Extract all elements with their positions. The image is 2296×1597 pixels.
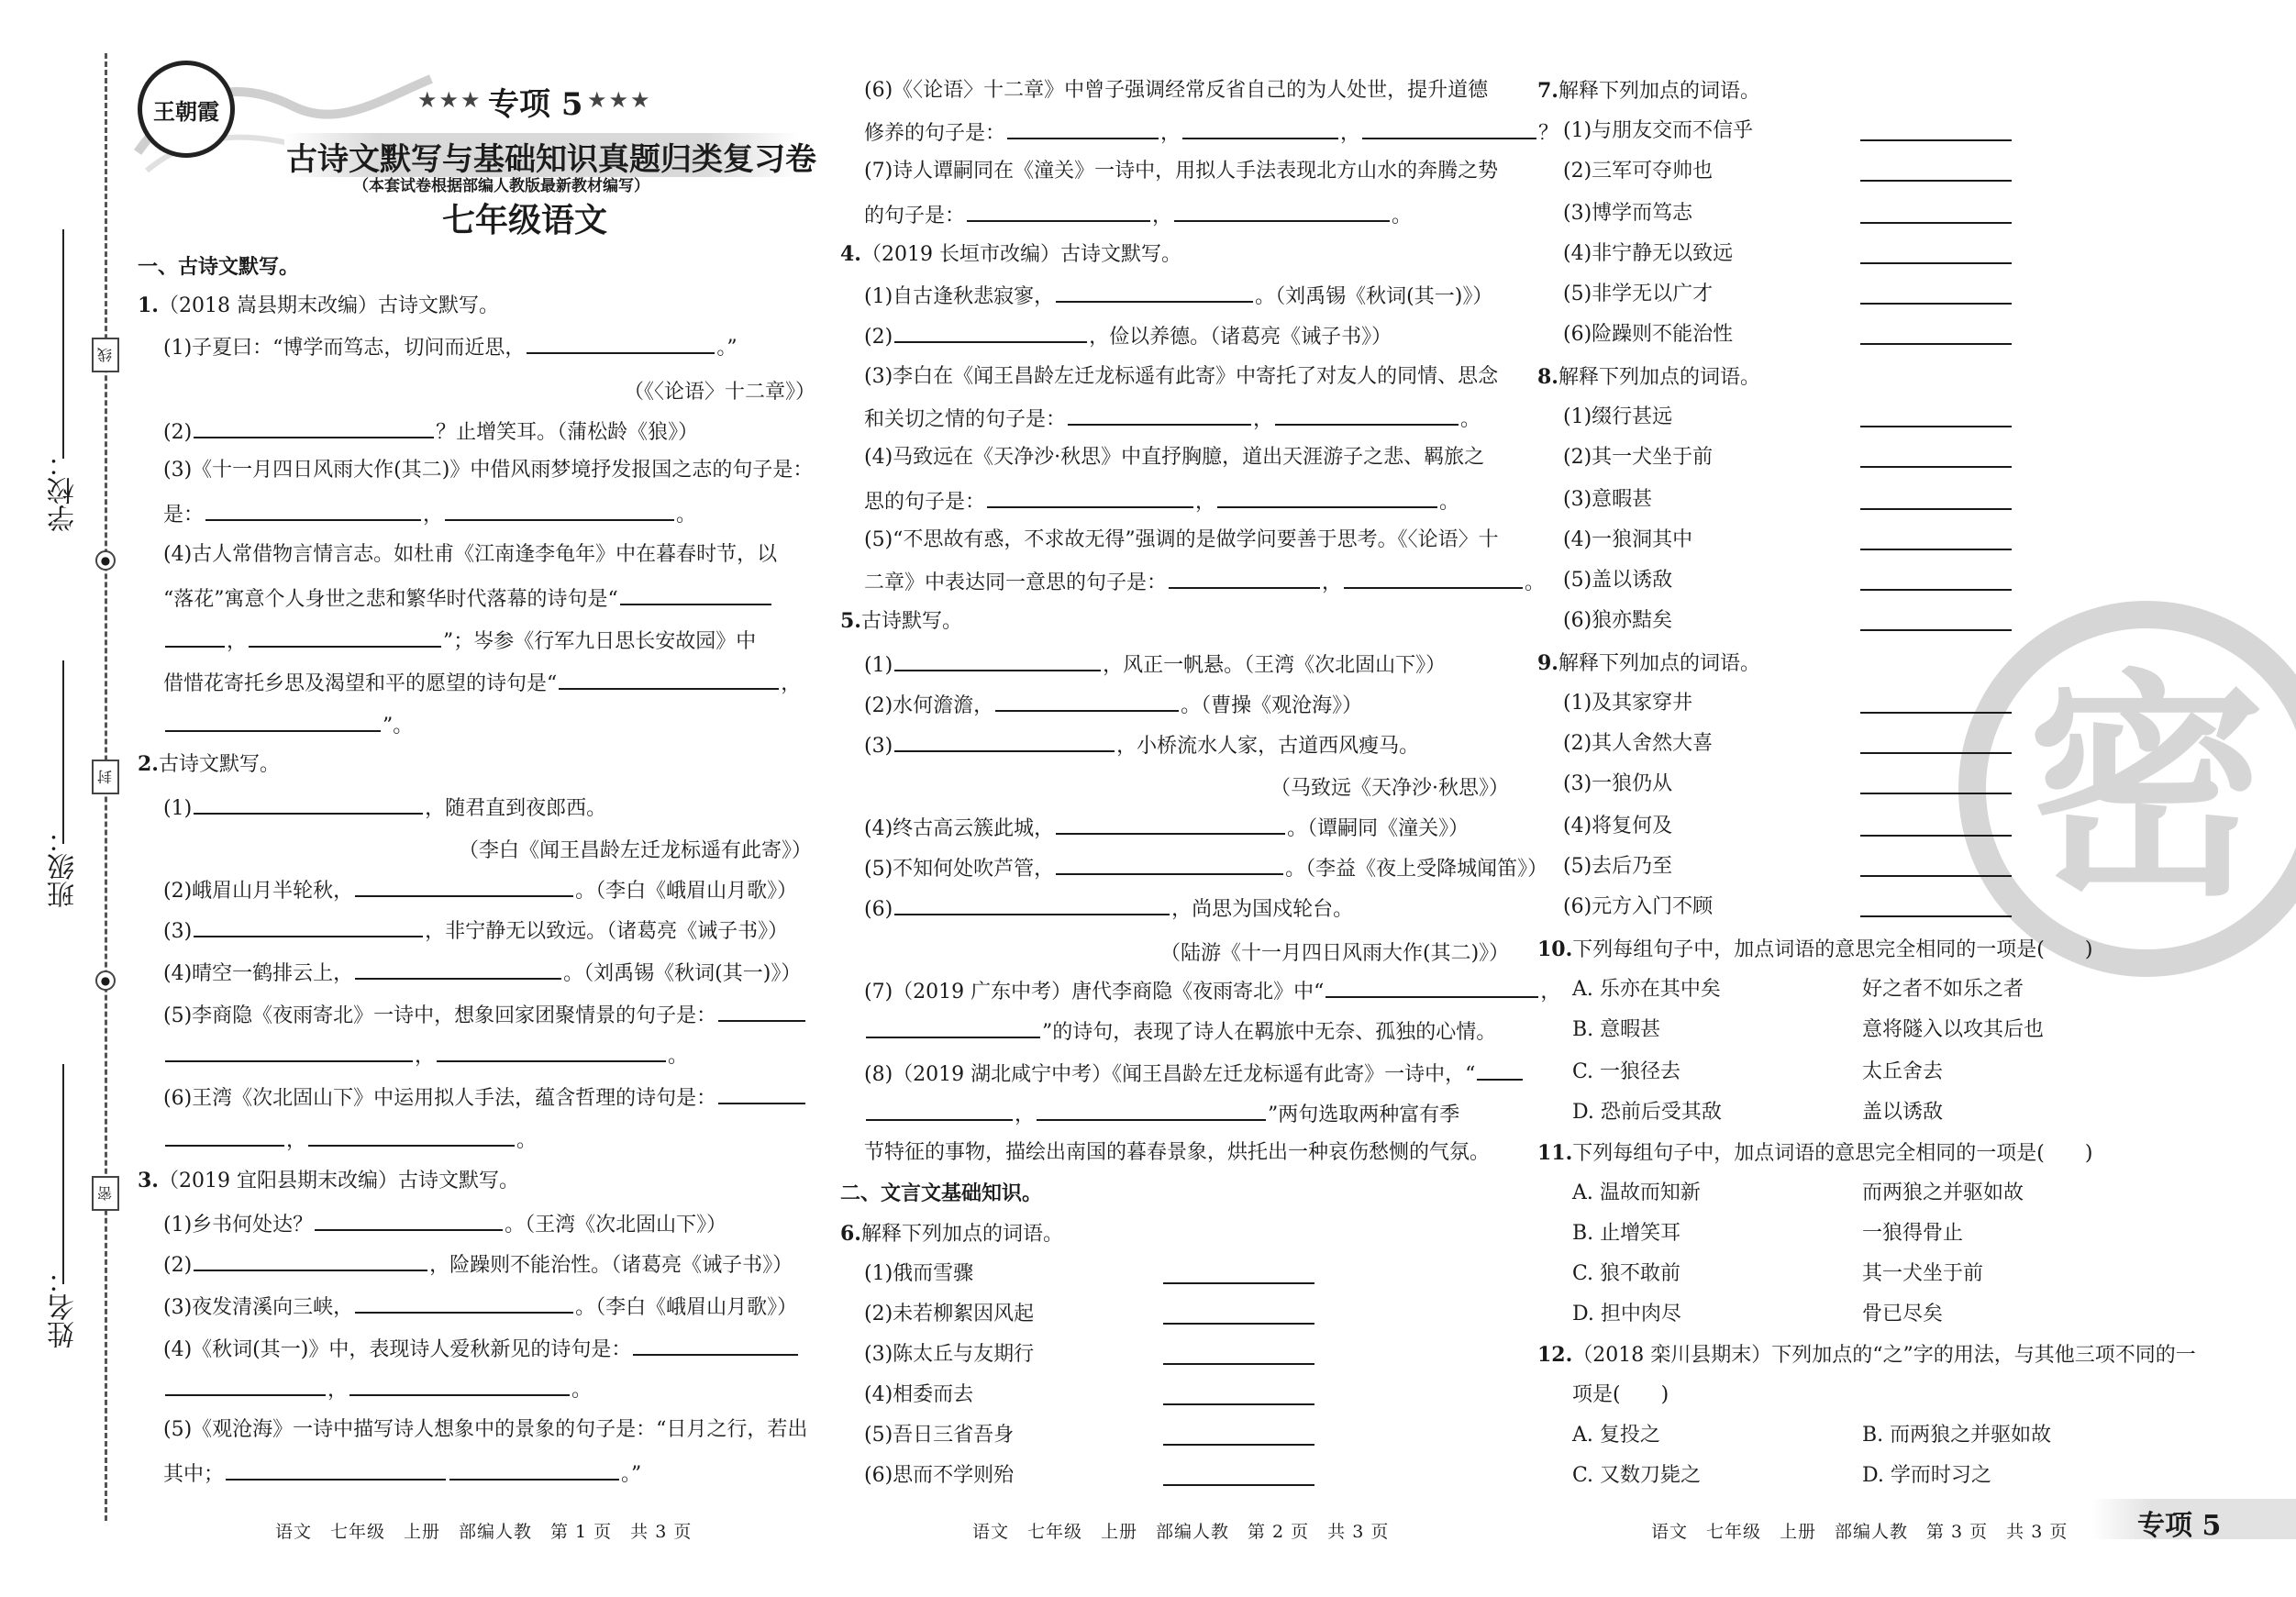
answer-blank[interactable] — [165, 627, 225, 648]
q1-line4c: ， ”；岑参《行军九日思长安故园》中 — [163, 627, 756, 654]
grade-title: 七年级语文 — [442, 201, 608, 239]
answer-blank[interactable] — [1056, 855, 1283, 875]
answer-line[interactable] — [1860, 752, 2012, 754]
answer-blank[interactable] — [308, 1126, 515, 1147]
school-fill-line[interactable] — [62, 229, 64, 459]
answer-blank[interactable] — [205, 501, 421, 521]
q4-line5b: 二章》中表达同一意思的句子是： ， 。 — [864, 569, 1545, 595]
q3-line1: (1)乡书何处达？ 。（王湾《次北固山下》） — [163, 1211, 727, 1237]
q8-item: (3)意暇甚 — [1563, 488, 1653, 511]
q10-option-d[interactable]: D. 恐前后受其敌 — [1572, 1101, 1722, 1124]
q5-line8d: 节特征的事物，描绘出南国的暮春景象，烘托出一种哀伤愁恻的气氛。 — [864, 1141, 1491, 1164]
q4-line2: (2) ，俭以养德。（诸葛亮《诫子书》） — [864, 323, 1392, 349]
school-label: 学校： — [48, 449, 80, 532]
answer-blank[interactable] — [987, 488, 1193, 508]
name-label: 姓名： — [48, 1266, 80, 1348]
answer-blank[interactable] — [165, 1376, 326, 1396]
seal-char-xian: 线 — [92, 338, 119, 372]
page-footer-1: 语文 七年级 上册 部编人教 第 1 页 共 3 页 — [275, 1522, 693, 1542]
seal-char-feng: 封 — [92, 760, 119, 794]
q7-item: (2)三军可夺帅也 — [1563, 160, 1714, 183]
answer-line[interactable] — [1163, 1282, 1314, 1284]
question-9: 9.解释下列加点的词语。 — [1537, 651, 1760, 675]
q10-option-b[interactable]: B. 意暇甚 — [1572, 1018, 1661, 1041]
answer-line[interactable] — [1163, 1403, 1314, 1405]
question-5: 5.古诗默写。 — [840, 609, 962, 633]
q3-line3: (3)夜发清溪向三峡， 。（李白《峨眉山月歌》） — [163, 1293, 797, 1320]
answer-blank[interactable] — [449, 1460, 619, 1481]
section-heading: 二、文言文基础知识。 — [840, 1181, 1043, 1205]
answer-blank[interactable] — [194, 1251, 427, 1271]
answer-blank[interactable] — [559, 670, 779, 690]
q7-item: (3)博学而笃志 — [1563, 202, 1693, 225]
q4-line3: (3)李白在《闻王昌龄左迁龙标遥有此寄》中寄托了对友人的同情、思念 — [864, 365, 1499, 388]
answer-blank[interactable] — [165, 712, 381, 732]
q1-line1: (1)子夏曰：“博学而笃志，切问而近思， 。” — [163, 334, 738, 360]
answer-line[interactable] — [1860, 139, 2012, 141]
q8-item: (2)其一犬坐于前 — [1563, 446, 1714, 469]
q12-option-c[interactable]: C. 又数刀毙之 — [1572, 1464, 1702, 1487]
q8-item: (6)狼亦黠矣 — [1563, 609, 1673, 632]
answer-line[interactable] — [1860, 303, 2012, 305]
source-note: （陆游《十一月四日风雨大作(其二)》） — [1160, 942, 1510, 965]
q7-item: (5)非学无以广才 — [1563, 283, 1714, 305]
q3-line4: (4)《秋词(其一)》中，表现诗人爱秋新见的诗句是： — [163, 1336, 800, 1362]
q4-line4: (4)马致远在《天净沙·秋思》中直抒胸臆，道出天涯游子之悲、羁旅之 — [864, 446, 1485, 469]
answer-blank[interactable] — [165, 1126, 284, 1147]
q1-line2: (2) ？止增笑耳。（蒲松龄《狼》） — [163, 418, 698, 445]
answer-blank[interactable] — [1007, 119, 1159, 139]
answer-line[interactable] — [1860, 549, 2012, 550]
q2-line4: (4)晴空一鹤排云上， 。（刘禹锡《秋词(其一)》） — [163, 959, 801, 986]
q3-line5: (5)《观沧海》一诗中描写诗人想象中的景象的句子是：“日月之行，若出 — [163, 1418, 808, 1441]
answer-blank[interactable] — [1169, 569, 1320, 589]
answer-blank[interactable] — [165, 1042, 413, 1062]
q1-line4e: 借惜花寄托乡思及渴望和平的愿望的诗句是“ ， — [163, 670, 801, 696]
q6-item: (3)陈太丘与友期行 — [864, 1343, 1035, 1366]
answer-blank[interactable] — [1275, 405, 1459, 426]
q10-option-d-pair: 盖以诱敌 — [1862, 1101, 1944, 1124]
answer-blank[interactable] — [620, 585, 771, 605]
q9-item: (2)其人舍然大喜 — [1563, 732, 1714, 755]
q2-line1: (1) ，随君直到夜郎西。 — [163, 794, 606, 821]
paper-subtitle: （本套试卷根据部编人教版最新教材编写） — [353, 177, 649, 195]
answer-line[interactable] — [1860, 835, 2012, 837]
q11-option-a[interactable]: A. 温故而知新 — [1572, 1181, 1701, 1204]
answer-blank[interactable] — [249, 627, 441, 648]
answer-blank[interactable] — [1217, 488, 1437, 508]
class-fill-line[interactable] — [62, 660, 64, 844]
answer-blank[interactable] — [194, 794, 423, 815]
source-note: （马致远《天净沙·秋思》） — [1270, 777, 1509, 800]
answer-line[interactable] — [1860, 589, 2012, 591]
q6-item: (5)吾日三省吾身 — [864, 1424, 1015, 1447]
answer-blank[interactable] — [967, 202, 1150, 222]
answer-blank[interactable] — [633, 1336, 798, 1356]
q9-item: (4)将复何及 — [1563, 815, 1673, 837]
question-12-cont: 项是( ) — [1572, 1383, 1669, 1406]
q5-line5: (5)不知何处吹芦管， 。（李益《夜上受降城闻笛》） — [864, 855, 1547, 882]
answer-blank[interactable] — [1174, 202, 1390, 222]
answer-blank[interactable] — [1056, 283, 1253, 303]
q4-line4b: 思的句子是： ， 。 — [864, 488, 1459, 515]
q9-item: (1)及其家穿井 — [1563, 692, 1693, 715]
answer-blank[interactable] — [1068, 405, 1251, 426]
answer-line[interactable] — [1860, 466, 2012, 468]
class-label: 班级： — [48, 826, 80, 908]
q4-line3b: 和关切之情的句子是： ， 。 — [864, 405, 1481, 432]
q7-item: (1)与朋友交而不信乎 — [1563, 119, 1754, 142]
answer-blank[interactable] — [355, 877, 573, 897]
q1-line4b: “落花”寓意个人身世之悲和繁华时代落幕的诗句是“ — [163, 585, 773, 612]
question-7: 7.解释下列加点的词语。 — [1537, 79, 1760, 103]
q5-line2: (2)水何澹澹， 。（曹操《观沧海》） — [864, 692, 1362, 718]
q2-line6: (6)王湾《次北固山下》中运用拟人手法，蕴含哲理的诗句是： — [163, 1084, 807, 1111]
q12-option-a[interactable]: A. 复投之 — [1572, 1424, 1660, 1447]
q1-line4: (4)古人常借物言情言志。如杜甫《江南逢李龟年》中在暮春时节，以 — [163, 543, 778, 566]
answer-blank[interactable] — [1037, 1101, 1266, 1121]
binding-hole-icon: ● — [95, 550, 116, 571]
q3-line6: (6)《〈论语〉十二章》中曾子强调经常反省自己的为人处世，提升道德 — [864, 79, 1489, 102]
answer-line[interactable] — [1860, 343, 2012, 345]
q3-line2: (2) ，险躁则不能治性。（诸葛亮《诫子书》） — [163, 1251, 793, 1278]
q10-option-c-pair: 太丘舍去 — [1862, 1060, 1944, 1083]
q2-line6b: ， 。 — [163, 1126, 537, 1153]
source-note: （李白《闻王昌龄左迁龙标遥有此寄》） — [459, 839, 813, 862]
answer-blank[interactable] — [349, 1376, 570, 1396]
answer-blank[interactable] — [894, 895, 1170, 915]
answer-blank[interactable] — [718, 1002, 805, 1022]
answer-blank[interactable] — [718, 1084, 805, 1104]
secret-seal-watermark-icon — [1954, 596, 2296, 981]
answer-blank[interactable] — [894, 651, 1101, 671]
q6-item: (2)未若柳絮因风起 — [864, 1303, 1035, 1325]
q5-line8: (8)（2019 湖北咸宁中考）《闻王昌龄左迁龙标遥有此寄》一诗中，“ — [864, 1060, 1525, 1087]
answer-line[interactable] — [1860, 222, 2012, 224]
answer-blank[interactable] — [1325, 978, 1538, 998]
answer-blank[interactable] — [1344, 569, 1523, 589]
answer-blank[interactable] — [1362, 119, 1536, 139]
answer-line[interactable] — [1163, 1323, 1314, 1325]
answer-blank[interactable] — [894, 323, 1087, 343]
answer-blank[interactable] — [866, 1101, 1013, 1121]
page-footer-3: 语文 七年级 上册 部编人教 第 3 页 共 3 页 — [1651, 1522, 2069, 1542]
q8-item: (1)缀行甚远 — [1563, 405, 1673, 428]
q8-item: (5)盖以诱敌 — [1563, 569, 1673, 592]
q1-line3-blanks: 是： ， 。 — [163, 501, 696, 527]
q9-item: (3)一狼仍从 — [1563, 772, 1673, 795]
question-1: 1.（2018 嵩县期末改编）古诗文默写。 — [138, 294, 499, 317]
q5-line3: (3) ，小桥流水人家，古道西风瘦马。 — [864, 732, 1419, 759]
answer-blank[interactable] — [445, 501, 674, 521]
answer-blank[interactable] — [355, 959, 561, 980]
q1-line4g: ”。 — [163, 712, 413, 738]
brand-logo — [138, 61, 235, 158]
q11-option-c[interactable]: C. 狼不敢前 — [1572, 1262, 1681, 1285]
answer-blank[interactable] — [527, 334, 715, 354]
q3-line7b: 的句子是： ， 。 — [864, 202, 1412, 228]
question-3: 3.（2019 宜阳县期末改编）古诗文默写。 — [138, 1169, 519, 1192]
q12-option-d[interactable]: D. 学而时习之 — [1862, 1464, 1991, 1487]
q9-item: (5)去后乃至 — [1563, 855, 1673, 878]
q4-line1: (1)自古逢秋悲寂寥， 。（刘禹锡《秋词(其一)》） — [864, 283, 1492, 309]
q9-item: (6)元方入门不顾 — [1563, 895, 1714, 918]
q7-item: (4)非宁静无以致远 — [1563, 242, 1734, 265]
question-2: 2.古诗文默写。 — [138, 752, 280, 776]
q11-option-c-pair: 其一犬坐于前 — [1862, 1262, 1984, 1285]
q5-line4: (4)终古高云簇此城， 。（谭嗣同《潼关》） — [864, 815, 1469, 841]
q11-option-d-pair: 骨已尽矣 — [1862, 1303, 1944, 1325]
answer-blank[interactable] — [995, 692, 1179, 712]
source-note: （《〈论语〉十二章》） — [624, 381, 816, 404]
name-fill-line[interactable] — [62, 1064, 64, 1284]
answer-line[interactable] — [1860, 915, 2012, 917]
question-11: 11.下列每组句子中，加点词语的意思完全相同的一项是( ) — [1537, 1141, 2093, 1165]
question-10: 10.下列每组句子中，加点词语的意思完全相同的一项是( ) — [1537, 937, 2093, 961]
q5-line1: (1) ，风正一帆悬。（王湾《次北固山下》） — [864, 651, 1446, 678]
q6-item: (6)思而不学则殆 — [864, 1464, 1015, 1487]
question-8: 8.解释下列加点的词语。 — [1537, 365, 1760, 389]
q2-line3: (3) ，非宁静无以致远。（诸葛亮《诫子书》） — [163, 917, 788, 944]
q3-line4b: ， 。 — [163, 1376, 592, 1403]
q8-item: (4)一狼洞其中 — [1563, 528, 1693, 551]
seal-char-mi: 密 — [92, 1176, 119, 1211]
answer-blank[interactable] — [437, 1042, 666, 1062]
q11-option-d[interactable]: D. 担中肉尽 — [1572, 1303, 1681, 1325]
answer-line[interactable] — [1860, 262, 2012, 264]
answer-blank[interactable] — [194, 917, 423, 937]
q5-line7b: ”的诗句，表现了诗人在羁旅中无奈、孤独的心情。 — [864, 1018, 1496, 1045]
question-12: 12.（2018 栾川县期末）下列加点的“之”字的用法，与其他三项不同的一 — [1537, 1343, 2196, 1367]
q11-option-a-pair: 而两狼之并驱如故 — [1862, 1181, 2024, 1204]
q10-option-b-pair: 意将隧入以攻其后也 — [1862, 1018, 2045, 1041]
page-footer-2: 语文 七年级 上册 部编人教 第 2 页 共 3 页 — [972, 1522, 1390, 1542]
q12-option-b[interactable]: B. 而两狼之并驱如故 — [1862, 1424, 2052, 1447]
binding-hole-icon: ● — [95, 970, 116, 991]
q10-option-a[interactable]: A. 乐亦在其中矣 — [1572, 978, 1721, 1001]
answer-blank[interactable] — [194, 418, 434, 438]
answer-line[interactable] — [1163, 1444, 1314, 1446]
answer-blank[interactable] — [315, 1211, 503, 1231]
special-label: 专项 5 — [488, 86, 583, 123]
brand-name: 王朝霞 — [153, 97, 219, 125]
stars-left-icon: ★★★ — [417, 87, 482, 113]
q5-line6: (6) ，尚思为国戍轮台。 — [864, 895, 1353, 922]
q2-line2: (2)峨眉山月半轮秋， 。（李白《峨眉山月歌》） — [163, 877, 797, 904]
answer-blank[interactable] — [355, 1293, 573, 1314]
answer-blank[interactable] — [1056, 815, 1285, 835]
q3-line5b: 其中； 。” — [163, 1460, 641, 1487]
watermark-char: 密 — [2027, 651, 2266, 928]
q5-line8b: ， ”两句选取两种富有季 — [864, 1101, 1459, 1127]
q11-option-b[interactable]: B. 止增笑耳 — [1572, 1222, 1681, 1245]
q1-line3: (3)《十一月四日风雨大作(其二)》中借风雨梦境抒发报国之志的句子是： — [163, 459, 814, 482]
answer-line[interactable] — [1860, 793, 2012, 794]
q7-item: (6)险躁则不能治性 — [1563, 323, 1734, 346]
answer-blank[interactable] — [866, 1018, 1040, 1038]
q2-line5: (5)李商隐《夜雨寄北》一诗中，想象回家团聚情景的句子是： — [163, 1002, 807, 1028]
answer-line[interactable] — [1860, 426, 2012, 427]
q3-line7: (7)诗人谭嗣同在《潼关》一诗中，用拟人手法表现北方山水的奔腾之势 — [864, 160, 1499, 183]
question-6: 6.解释下列加点的词语。 — [840, 1222, 1063, 1246]
q5-line7: (7)（2019 广东中考）唐代李商隐《夜雨寄北》中“ ， — [864, 978, 1560, 1004]
paper-title: 古诗文默写与基础知识真题归类复习卷 — [286, 141, 816, 178]
section-heading: 一、古诗文默写。 — [138, 255, 300, 279]
answer-line[interactable] — [1163, 1363, 1314, 1365]
answer-blank[interactable] — [1182, 119, 1338, 139]
q3-line6b: 修养的句子是： ， ， ？ — [864, 119, 1558, 146]
answer-line[interactable] — [1860, 629, 2012, 631]
answer-line[interactable] — [1860, 180, 2012, 182]
question-4: 4.（2019 长垣市改编）古诗文默写。 — [840, 242, 1181, 266]
special-tab-label: 专项 5 — [2137, 1510, 2222, 1542]
q4-line5: (5)“不思故有惑，不求故无得”强调的是做学问要善于思考。《〈论语〉十 — [864, 528, 1499, 551]
answer-blank[interactable] — [894, 732, 1115, 752]
q11-option-b-pair: 一狼得骨止 — [1862, 1222, 1964, 1245]
q6-item: (4)相委而去 — [864, 1383, 974, 1406]
answer-line[interactable] — [1860, 508, 2012, 510]
answer-line[interactable] — [1860, 875, 2012, 877]
stars-right-icon: ★★★ — [587, 87, 652, 113]
answer-blank[interactable] — [1477, 1060, 1523, 1081]
q10-option-c[interactable]: C. 一狼径去 — [1572, 1060, 1681, 1083]
q6-item: (1)俄而雪骤 — [864, 1262, 974, 1285]
q2-line5b: ， 。 — [163, 1042, 688, 1069]
answer-line[interactable] — [1860, 712, 2012, 714]
answer-blank[interactable] — [226, 1460, 446, 1481]
q10-option-a-pair: 好之者不如乐之者 — [1862, 978, 2024, 1001]
answer-line[interactable] — [1163, 1484, 1314, 1486]
